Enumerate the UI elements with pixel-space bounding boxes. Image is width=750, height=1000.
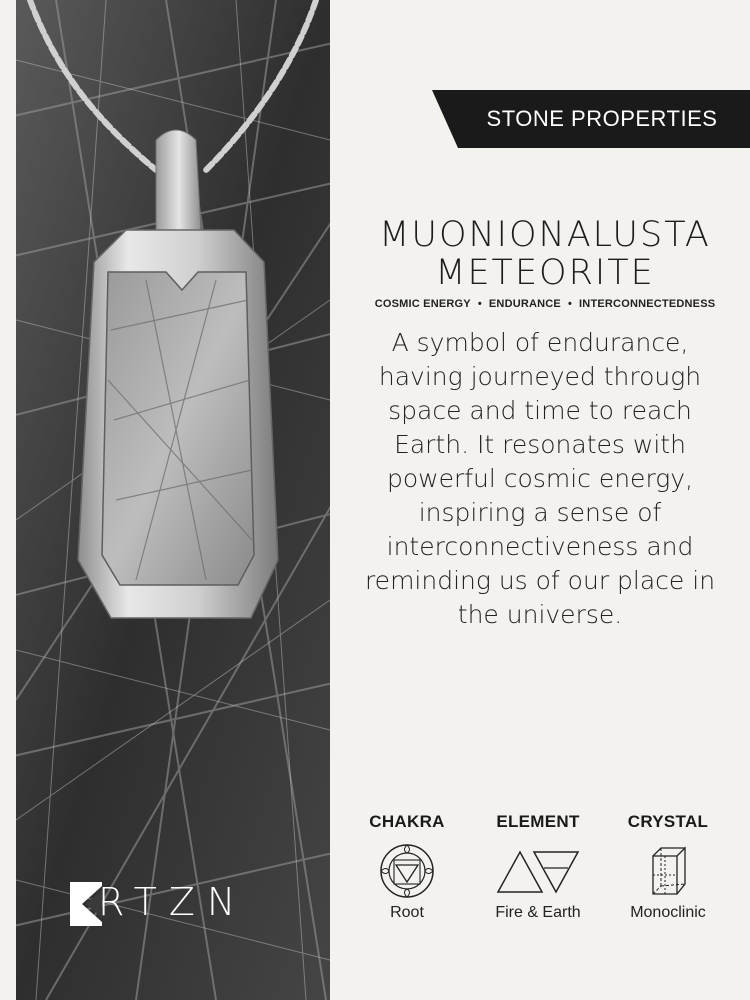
brand-logo	[98, 880, 247, 924]
tag-item: COSMIC ENERGY	[374, 298, 471, 310]
stone-title	[340, 216, 750, 292]
property-heading: CRYSTAL	[627, 812, 709, 831]
property-element	[468, 812, 608, 922]
tag-item: ENDURANCE	[488, 298, 561, 310]
property-value: Monoclinic	[630, 904, 706, 921]
fire-earth-triangles-icon	[496, 842, 580, 900]
brand-wordmark: RTZN	[98, 880, 248, 924]
product-photo	[16, 0, 330, 1000]
property-heading: CHAKRA	[369, 812, 445, 831]
stone-title-line2: METEORITE	[435, 253, 655, 293]
stone-title-line1: MUONIONALUSTA	[379, 215, 711, 255]
property-chakra	[337, 812, 477, 922]
stone-tags	[340, 298, 750, 310]
stone-description: A symbol of endurance, having journeyed through space and time to reach Earth. It resonates with powerful cosmic energy, inspiring a sense of interconnectiveness and reminding us of our place in the universe.	[364, 328, 716, 629]
property-crystal	[598, 812, 738, 922]
root-chakra-icon	[378, 842, 436, 900]
tag-separator: •	[567, 298, 573, 310]
stone-properties-banner	[432, 90, 750, 148]
tag-item: INTERCONNECTEDNESS	[579, 298, 716, 310]
property-heading: ELEMENT	[496, 812, 580, 831]
left-margin	[0, 0, 16, 1000]
property-value: Fire & Earth	[495, 904, 581, 921]
banner-label: STONE PROPERTIES	[486, 106, 718, 131]
monoclinic-crystal-icon	[639, 842, 697, 900]
tag-separator: •	[477, 298, 482, 310]
meteorite-pendant-image	[16, 0, 330, 1000]
property-value: Root	[390, 904, 424, 921]
